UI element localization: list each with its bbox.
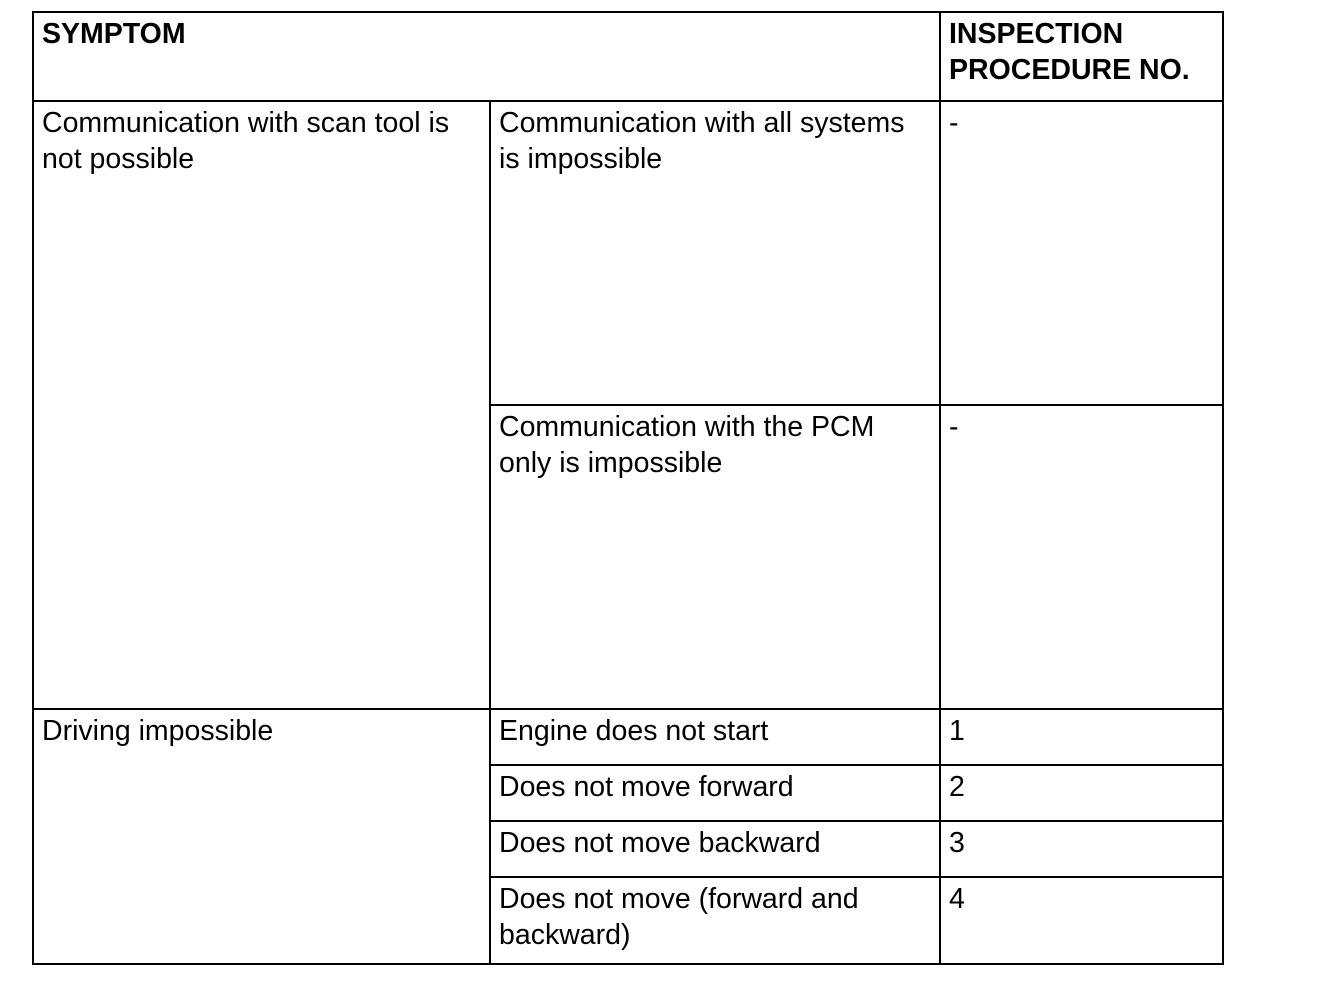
header-symptom: SYMPTOM xyxy=(33,12,940,101)
detail-cell: Does not move (forward and backward) xyxy=(490,877,940,964)
detail-cell: Engine does not start xyxy=(490,709,940,765)
procedure-cell: - xyxy=(940,101,1223,405)
detail-cell: Communication with all systems is impossible xyxy=(490,101,940,405)
detail-cell: Does not move backward xyxy=(490,821,940,877)
symptom-cell-communication: Communication with scan tool is not possible xyxy=(33,101,490,709)
table-row xyxy=(33,101,1223,405)
header-inspection-procedure xyxy=(940,12,1223,101)
header-procedure-line2: PROCEDURE NO. xyxy=(949,54,1190,86)
procedure-cell: 2 xyxy=(940,765,1223,821)
detail-cell: Does not move forward xyxy=(490,765,940,821)
procedure-cell: 4 xyxy=(940,877,1223,964)
detail-cell: Communication with the PCM only is impossible xyxy=(490,405,940,709)
procedure-cell: 1 xyxy=(940,709,1223,765)
procedure-cell: 3 xyxy=(940,821,1223,877)
table-row xyxy=(33,709,1223,765)
procedure-cell: - xyxy=(940,405,1223,709)
symptom-cell-driving: Driving impossible xyxy=(33,709,490,964)
header-procedure-line1: INSPECTION xyxy=(949,18,1124,50)
symptom-table xyxy=(32,11,1224,965)
table-header-row xyxy=(33,12,1223,101)
